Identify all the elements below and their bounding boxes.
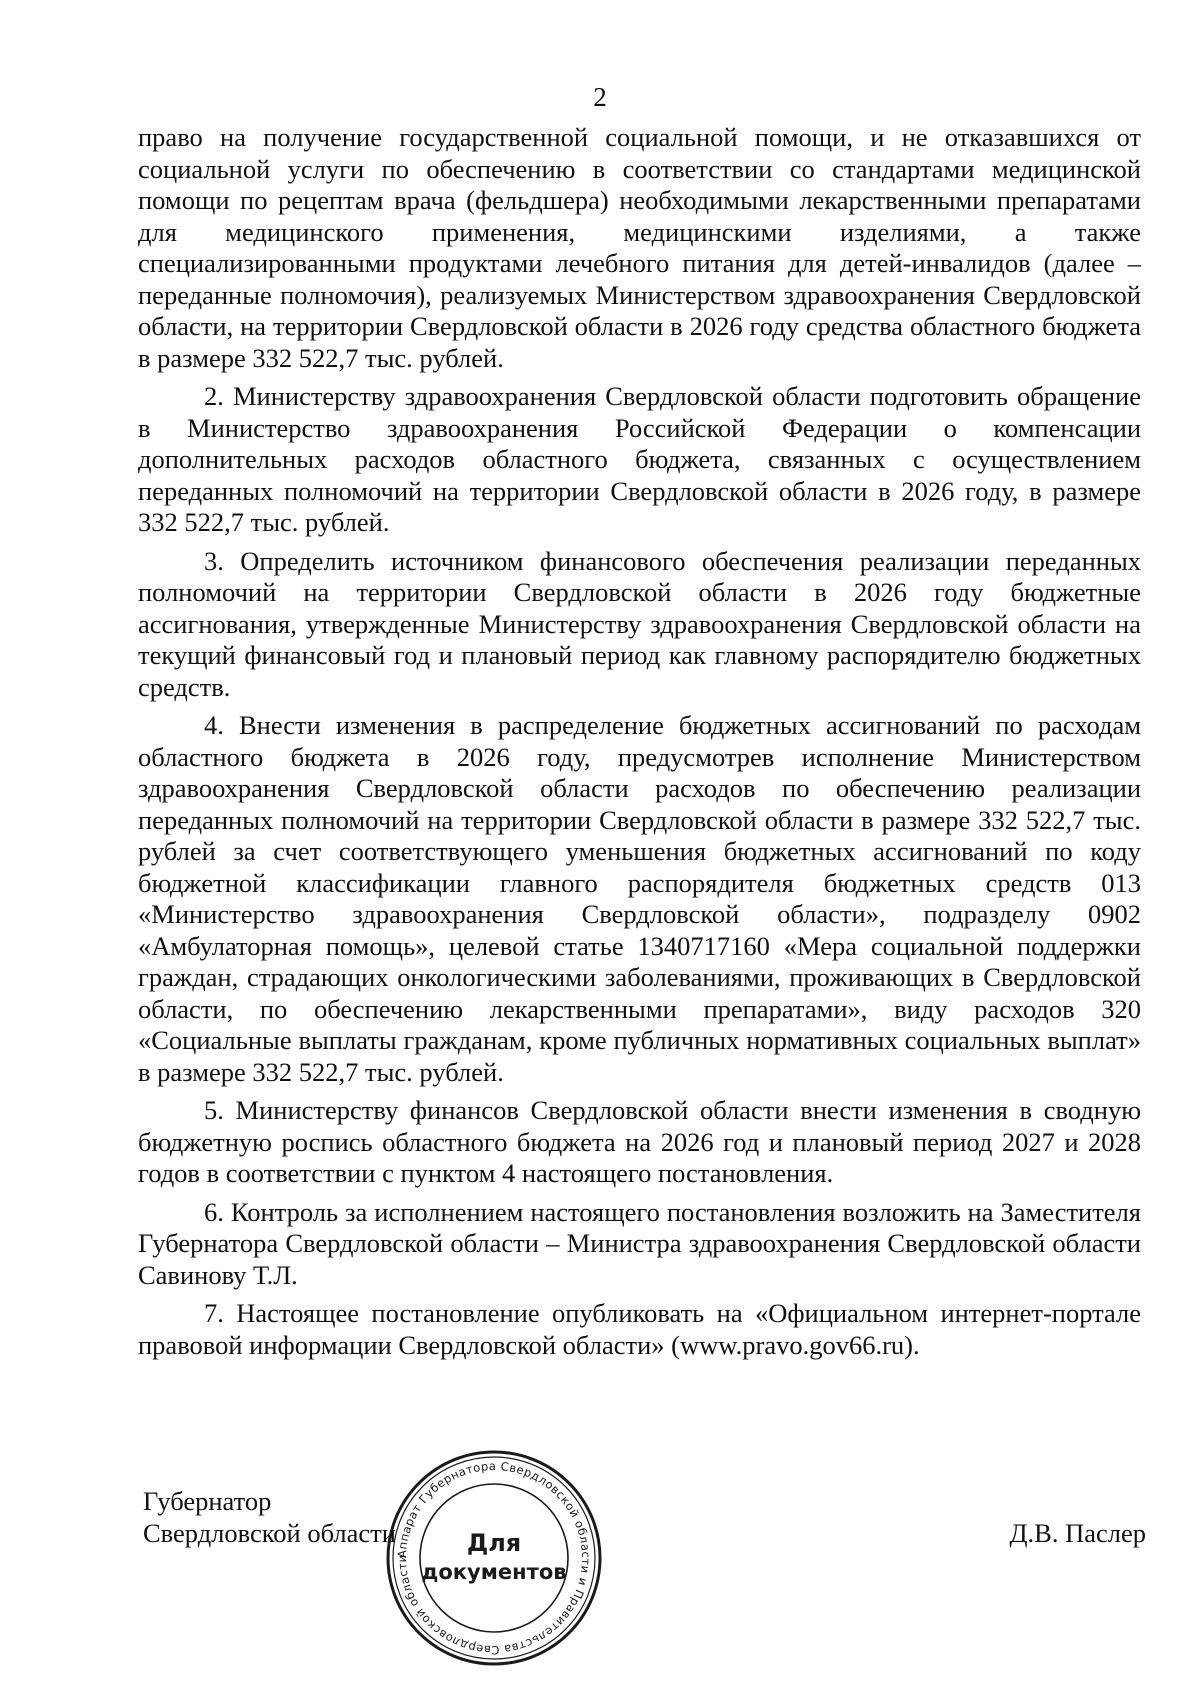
official-stamp [383, 1447, 605, 1669]
signature-block [143, 1485, 1146, 1555]
document-body [138, 122, 1141, 1368]
paragraph-continuation: право на получение государственной социальной помощи, и не отказавшихся от социальной услуги по обеспечению в соответствии со стандартами медицинской помощи по рецептам врача (фельдшера) необходимыми лекарственными препаратами для медицинского применения, медицинскими изделиями, а также специализированными продуктами лечебного питания для детей-инвалидов (далее – переданные полномочия), реализуемых Министерством здравоохранения Свердловской области, на территории Свердловской области в 2026 году средства областного бюджета в размере 332 522,7 тыс. рублей. [138, 122, 1141, 373]
stamp-center-line2: документов [421, 1560, 567, 1584]
paragraph-item-3: 3. Определить источником финансового обеспечения реализации переданных полномочий на территории Свердловской области в 2026 году бюджетные ассигнования, утвержденные Министерству здравоохранения Свердловской области на текущий финансовый год и плановый период как главному распорядителю бюджетных средств. [138, 545, 1141, 702]
paragraph-item-2: 2. Министерству здравоохранения Свердловской области подготовить обращение в Министерство здравоохранения Российской Федерации о компенсации дополнительных расходов областного бюджета, связанных с осуществлением переданных полномочий на территории Свердловской области в 2026 году, в размере 332 522,7 тыс. рублей. [138, 381, 1141, 537]
paragraph-item-6: 6. Контроль за исполнением настоящего постановления возложить на Заместителя Губернатора Свердловской области – Министра здравоохранения Свердловской области Савинову Т.Л. [138, 1196, 1141, 1290]
signer-name: Д.В. Паслер [1009, 1518, 1146, 1548]
page-number: 2 [593, 82, 607, 112]
stamp-ring-text: Аппарат Губернатора Свердловской области и Правительства Свердловской области [394, 1458, 594, 1658]
signer-region: Свердловской области [143, 1518, 396, 1548]
stamp-center-line1: Для [466, 1529, 522, 1557]
paragraph-item-7: 7. Настоящее постановление опубликовать на «Официальном интернет-портале правовой информации Свердловской области» (www.pravo.gov66.ru). [138, 1298, 1141, 1360]
signer-title: Губернатор [143, 1486, 272, 1516]
paragraph-item-4: 4. Внести изменения в распределение бюджетных ассигнований по расходам областного бюджета в 2026 году, предусмотрев исполнение Министерством здравоохранения Свердловской области расходов по обеспечению реализации переданных полномочий на территории Свердловской области в размере 332 522,7 тыс. рублей за счет соответствующего уменьшения бюджетных ассигнований по коду бюджетной классификации главного распорядителя бюджетных средств 013 «Министерство здравоохранения Свердловской области», подразделу 0902 «Амбулаторная помощь», целевой статье 1340717160 «Мера социальной поддержки граждан, страдающих онкологическими заболеваниями, проживающих в Свердловской области, по обеспечению лекарственными препаратами», виду расходов 320 «Социальные выплаты гражданам, кроме публичных нормативных социальных выплат» в размере 332 522,7 тыс. рублей. [138, 710, 1141, 1087]
paragraph-item-5: 5. Министерству финансов Свердловской области внести изменения в сводную бюджетную роспись областного бюджета на 2026 год и плановый период 2027 и 2028 годов в соответствии с пунктом 4 настоящего постановления. [138, 1095, 1141, 1188]
stamp-seal-icon [383, 1447, 605, 1669]
